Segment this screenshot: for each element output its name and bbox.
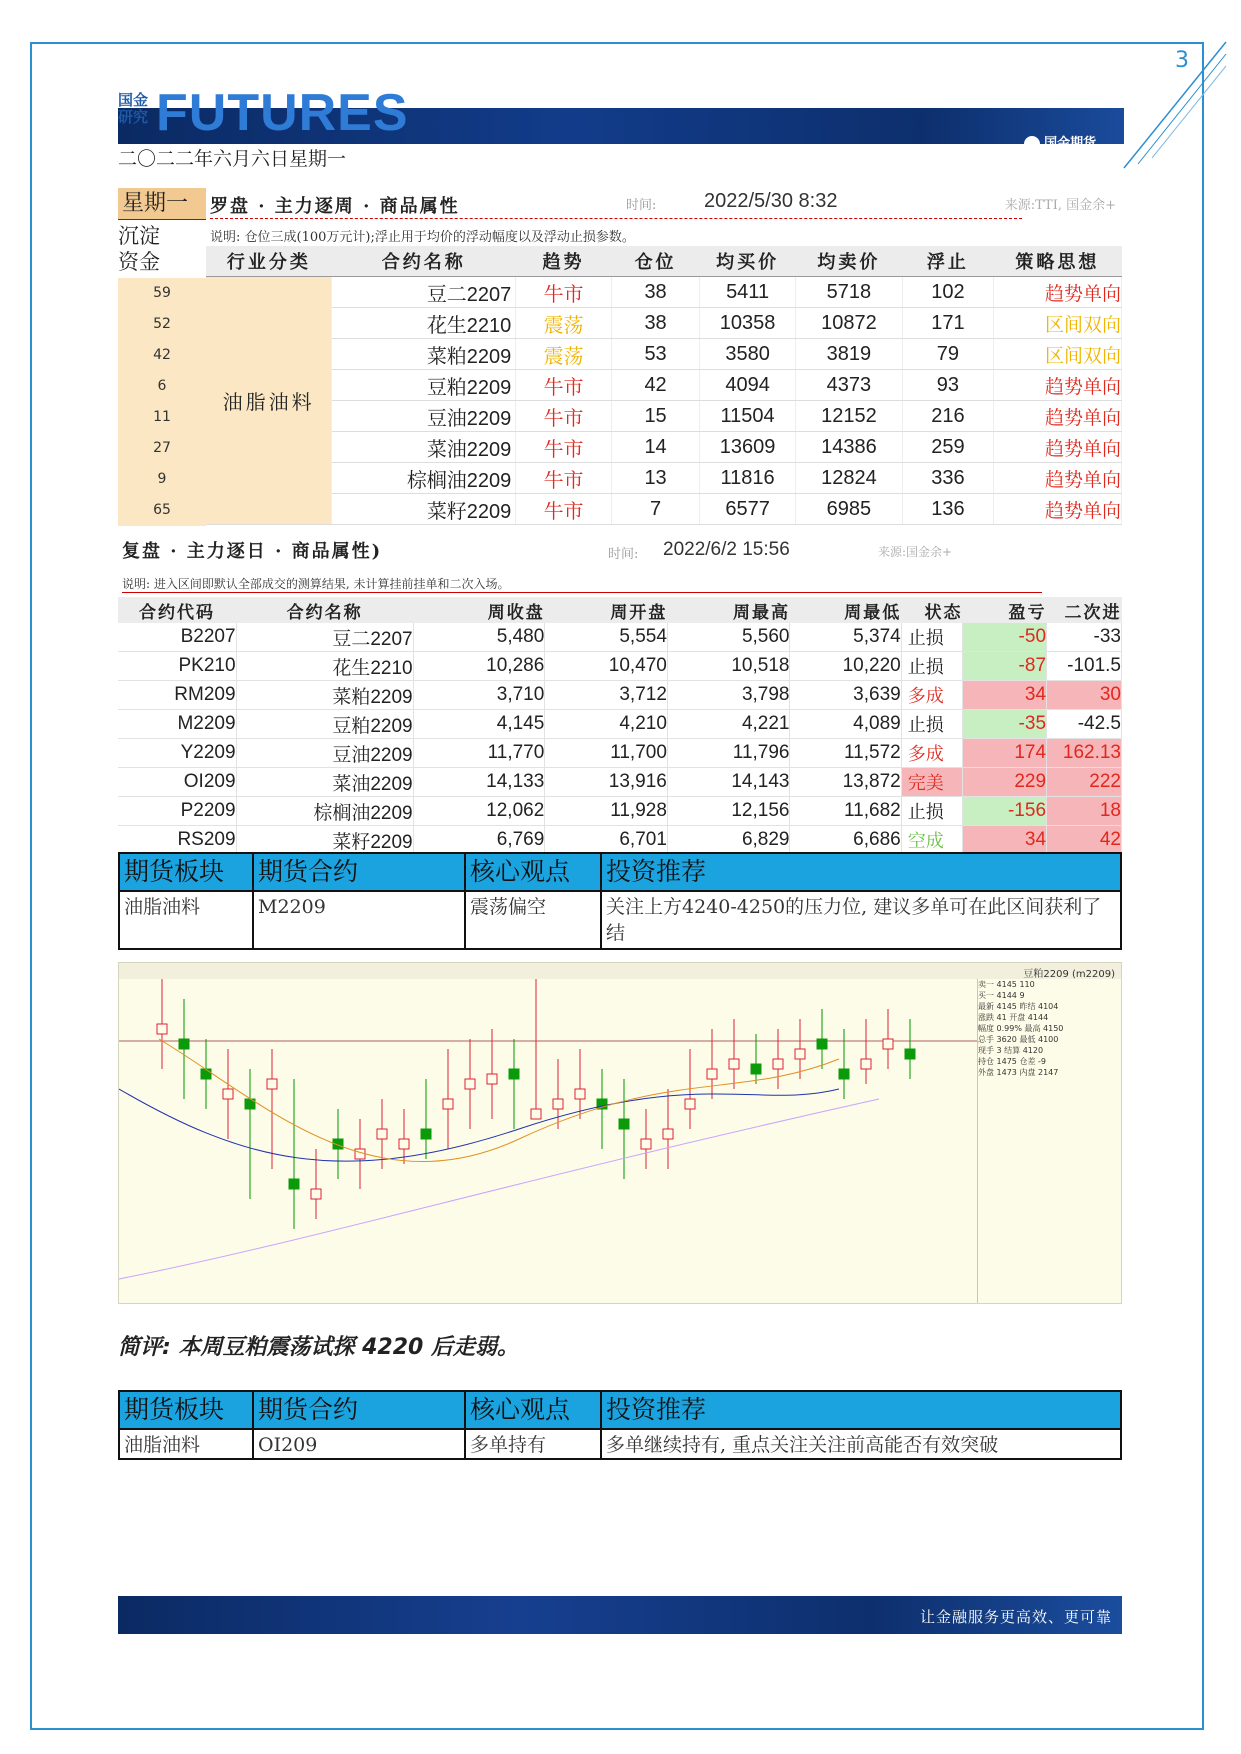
contract-name: 豆油2209 (332, 401, 516, 432)
trend: 震荡 (516, 339, 612, 370)
candle-body (883, 1039, 893, 1049)
strategy: 趋势单向 (993, 463, 1121, 494)
ma-line-mid (119, 1089, 839, 1161)
weekly-row (206, 339, 1122, 370)
quote-row: 总手 3620 最低 4100 (978, 1035, 1059, 1044)
daily-header-cell: 盈亏 (963, 597, 1047, 623)
daily-open: 11,928 (545, 797, 668, 826)
float-stop: 216 (902, 401, 993, 432)
avg-sell: 5718 (795, 277, 902, 308)
float-stop: 79 (902, 339, 993, 370)
contract-name: 菜油2209 (332, 432, 516, 463)
contract-name: 棕榈油2209 (332, 463, 516, 494)
position: 38 (611, 277, 700, 308)
daily-table (118, 597, 1122, 855)
weekly-source: 来源:TTI, 国金余+ (1004, 198, 1116, 213)
chart-toolbar (119, 963, 1122, 979)
daily-note: 说明: 进入区间即默认全部成交的测算结果, 未计算挂前挂单和二次入场。 (122, 575, 1042, 593)
daily-open: 13,916 (545, 768, 668, 797)
rec1-header-advice: 投资推荐 (606, 857, 707, 886)
avg-buy: 3580 (700, 339, 796, 370)
rec1-header-contract: 期货合约 (254, 854, 466, 890)
position: 15 (611, 401, 700, 432)
daily-code: Y2209 (118, 739, 236, 768)
float-stop: 336 (902, 463, 993, 494)
candle-body (289, 1179, 299, 1189)
rec2-advice: 多单继续持有, 重点关注关注前高能否有效突破 (606, 1434, 999, 1456)
candle-body (157, 1024, 167, 1034)
footer-slogan: 让金融服务更高效、更可靠 (919, 1608, 1112, 1626)
avg-buy: 4094 (700, 370, 796, 401)
candle-body (377, 1129, 387, 1139)
daily-status: 完美 (901, 768, 962, 797)
weekly-header-cell: 均卖价 (795, 246, 902, 277)
candle-body (795, 1049, 805, 1059)
quote-row: 幅度 0.99% 最高 4150 (978, 1024, 1064, 1033)
position: 7 (611, 494, 700, 525)
position: 14 (611, 432, 700, 463)
daily-code: B2207 (118, 623, 236, 652)
rec2-contract: OI209 (254, 1430, 466, 1458)
trend: 牛市 (516, 370, 612, 401)
daily-high: 6,829 (667, 826, 790, 855)
weekly-header-cell: 趋势 (516, 246, 612, 277)
chart-title: 豆粕2209 (m2209) (1023, 969, 1115, 980)
candle-body (201, 1069, 211, 1079)
daily-open: 3,712 (545, 681, 668, 710)
contract-name: 菜籽2209 (332, 494, 516, 525)
rec2-header-sector: 期货板块 (120, 1392, 254, 1428)
daily-status: 止损 (901, 710, 962, 739)
daily-status: 空成 (901, 826, 962, 855)
weekly-time: 2022/5/30 8:32 (704, 190, 838, 212)
candle-body (905, 1049, 915, 1059)
strategy: 趋势单向 (993, 277, 1121, 308)
weekly-header-cell: 仓位 (611, 246, 700, 277)
quote-row: 最新 4145 昨结 4104 (978, 1002, 1059, 1011)
daily-close: 5,480 (413, 623, 545, 652)
rank-value: 52 (118, 309, 206, 340)
daily-title: 复盘 · 主力逐日 · 商品属性) (122, 541, 383, 562)
daily-low: 3,639 (790, 681, 901, 710)
daily-header-cell: 二次进 (1047, 597, 1122, 623)
daily-low: 11,572 (790, 739, 901, 768)
candle-body (487, 1074, 497, 1084)
candle-body (355, 1149, 365, 1159)
weekly-title: 罗盘 · 主力逐周 · 商品属性 (210, 196, 460, 217)
avg-buy: 11504 (700, 401, 796, 432)
rec2-view: 多单持有 (466, 1430, 602, 1458)
daily-high: 4,221 (667, 710, 790, 739)
daily-high: 14,143 (667, 768, 790, 797)
daily-high: 3,798 (667, 681, 790, 710)
candle-body (729, 1059, 739, 1069)
quote-row: 持仓 1475 仓差 -9 (978, 1057, 1046, 1066)
rank-value: 27 (118, 433, 206, 464)
trend: 牛市 (516, 277, 612, 308)
candlestick-chart (118, 962, 1122, 1304)
daily-low: 4,089 (790, 710, 901, 739)
avg-buy: 6577 (700, 494, 796, 525)
daily-name: 豆二2207 (236, 623, 413, 652)
daily-open: 6,701 (545, 826, 668, 855)
candle-body (509, 1069, 519, 1079)
rec1-view: 震荡偏空 (466, 892, 602, 948)
contract-name: 花生2210 (332, 308, 516, 339)
daily-name: 菜粕2209 (236, 681, 413, 710)
daily-name: 豆粕2209 (236, 710, 413, 739)
weekly-header-cell: 均买价 (700, 246, 796, 277)
float-stop: 136 (902, 494, 993, 525)
avg-sell: 4373 (795, 370, 902, 401)
daily-header-cell: 合约代码 (118, 597, 236, 623)
rank-value: 65 (118, 495, 206, 526)
daily-second: -42.5 (1047, 710, 1122, 739)
candle-body (685, 1099, 695, 1109)
daily-header-cell: 合约名称 (236, 597, 413, 623)
position: 42 (611, 370, 700, 401)
strategy: 趋势单向 (993, 494, 1121, 525)
trend: 牛市 (516, 401, 612, 432)
candle-body (773, 1059, 783, 1069)
avg-sell: 12824 (795, 463, 902, 494)
weekly-time-label: 时间: (626, 198, 657, 213)
candle-body (443, 1099, 453, 1109)
weekly-header-cell: 行业分类 (206, 246, 332, 277)
strategy: 区间双向 (993, 308, 1121, 339)
daily-second: 18 (1047, 797, 1122, 826)
recommendation-box-1 (118, 852, 1122, 950)
avg-sell: 10872 (795, 308, 902, 339)
weekly-row (206, 401, 1122, 432)
daily-header-cell: 状态 (901, 597, 962, 623)
daily-open: 10,470 (545, 652, 668, 681)
daily-low: 11,682 (790, 797, 901, 826)
daily-row (118, 652, 1122, 681)
daily-name: 棕榈油2209 (236, 797, 413, 826)
weekly-header-cell: 策略思想 (993, 246, 1121, 277)
daily-pnl: -50 (963, 623, 1047, 652)
position: 13 (611, 463, 700, 494)
daily-time: 2022/6/2 15:56 (663, 539, 790, 560)
candle-body (465, 1079, 475, 1089)
daily-pnl: 229 (963, 768, 1047, 797)
weekly-table (206, 246, 1122, 525)
weekly-header-cell: 合约名称 (332, 246, 516, 277)
weekly-note: 说明: 仓位三成(100万元计);浮止用于均价的浮动幅度以及浮动止损参数。 (210, 230, 635, 245)
recommendation-box-2 (118, 1390, 1122, 1460)
weekly-row (206, 370, 1122, 401)
strategy: 区间双向 (993, 339, 1121, 370)
daily-pnl: 34 (963, 826, 1047, 855)
daily-row (118, 710, 1122, 739)
brand-futures-wordmark: FUTURES (156, 84, 409, 142)
daily-row (118, 826, 1122, 855)
weekly-table-section (118, 188, 1122, 526)
daily-code: RM209 (118, 681, 236, 710)
daily-high: 12,156 (667, 797, 790, 826)
daily-pnl: -35 (963, 710, 1047, 739)
company-logo: 国金期货 SINOLINK FUTURES (1024, 132, 1110, 159)
logo-mark-icon (1024, 136, 1040, 152)
candle-body (707, 1069, 717, 1079)
daily-second: 30 (1047, 681, 1122, 710)
daily-close: 4,145 (413, 710, 545, 739)
weekly-row (206, 432, 1122, 463)
daily-name: 豆油2209 (236, 739, 413, 768)
position: 38 (611, 308, 700, 339)
weekly-row (206, 463, 1122, 494)
daily-open: 5,554 (545, 623, 668, 652)
side-label-2: 资金 (118, 250, 160, 274)
daily-high: 11,796 (667, 739, 790, 768)
candle-body (267, 1079, 277, 1089)
rank-value: 11 (118, 402, 206, 433)
daily-code: P2209 (118, 797, 236, 826)
daily-close: 6,769 (413, 826, 545, 855)
report-date: 二〇二二年六月六日星期一 (118, 148, 347, 170)
trend: 牛市 (516, 463, 612, 494)
avg-buy: 10358 (700, 308, 796, 339)
daily-open: 11,700 (545, 739, 668, 768)
weekly-row (206, 277, 1122, 308)
strategy: 趋势单向 (993, 432, 1121, 463)
candle-body (839, 1069, 849, 1079)
weekly-row (206, 308, 1122, 339)
daily-code: RS209 (118, 826, 236, 855)
candle-body (817, 1039, 827, 1049)
candle-body (421, 1129, 431, 1139)
daily-header-cell: 周收盘 (413, 597, 545, 623)
ma-line-short (159, 1039, 839, 1162)
rec2-header-contract: 期货合约 (254, 1392, 466, 1428)
candle-body (311, 1189, 321, 1199)
daily-close: 10,286 (413, 652, 545, 681)
rec2-header-view: 核心观点 (466, 1392, 602, 1428)
daily-high: 5,560 (667, 623, 790, 652)
daily-close: 12,062 (413, 797, 545, 826)
avg-buy: 5411 (700, 277, 796, 308)
candle-body (663, 1129, 673, 1139)
rec2-header-advice: 投资推荐 (606, 1395, 707, 1424)
daily-row (118, 681, 1122, 710)
daily-pnl: 34 (963, 681, 1047, 710)
rank-value: 9 (118, 464, 206, 495)
daily-header-cell: 周最低 (790, 597, 901, 623)
daily-time-label: 时间: (608, 547, 639, 562)
daily-code: M2209 (118, 710, 236, 739)
daily-second: 162.13 (1047, 739, 1122, 768)
avg-buy: 13609 (700, 432, 796, 463)
quote-row: 卖一 4145 110 (978, 980, 1035, 989)
candle-body (553, 1099, 563, 1109)
daily-close: 3,710 (413, 681, 545, 710)
daily-status: 止损 (901, 623, 962, 652)
daily-code: PK210 (118, 652, 236, 681)
candle-body (751, 1064, 761, 1074)
float-stop: 102 (902, 277, 993, 308)
daily-code: OI209 (118, 768, 236, 797)
daily-pnl: 174 (963, 739, 1047, 768)
candle-body (861, 1059, 871, 1069)
daily-second: 42 (1047, 826, 1122, 855)
daily-pnl: -87 (963, 652, 1047, 681)
avg-sell: 6985 (795, 494, 902, 525)
avg-sell: 12152 (795, 401, 902, 432)
side-label-1: 沉淀 (118, 224, 160, 248)
float-stop: 259 (902, 432, 993, 463)
daily-source: 来源:国金余+ (878, 545, 953, 559)
daily-row (118, 768, 1122, 797)
rank-value: 59 (118, 278, 206, 309)
candle-body (223, 1089, 233, 1099)
daily-status: 止损 (901, 797, 962, 826)
rec1-header-sector: 期货板块 (120, 854, 254, 890)
daily-header-cell: 周开盘 (545, 597, 668, 623)
daily-name: 菜籽2209 (236, 826, 413, 855)
daily-low: 5,374 (790, 623, 901, 652)
trend: 牛市 (516, 494, 612, 525)
avg-buy: 11816 (700, 463, 796, 494)
candle-body (179, 1039, 189, 1049)
weekly-row (206, 494, 1122, 525)
weekly-comment: 简评: 本周豆粕震荡试探 4220 后走弱。 (118, 1335, 520, 1360)
quote-panel (977, 979, 1122, 1304)
rec1-header-view: 核心观点 (466, 854, 602, 890)
trend: 震荡 (516, 308, 612, 339)
contract-name: 豆二2207 (332, 277, 516, 308)
daily-row (118, 797, 1122, 826)
strategy: 趋势单向 (993, 370, 1121, 401)
rec1-advice: 关注上方4240-4250的压力位, 建议多单可在此区间获利了结 (606, 896, 1102, 944)
rank-value: 42 (118, 340, 206, 371)
daily-open: 4,210 (545, 710, 668, 739)
quote-row: 外盘 1473 内盘 2147 (978, 1068, 1059, 1077)
candle-body (575, 1089, 585, 1099)
day-label: 星期一 (118, 188, 206, 220)
daily-second: 222 (1047, 768, 1122, 797)
daily-name: 花生2210 (236, 652, 413, 681)
corner-decoration (1118, 40, 1228, 170)
category-cell: 油脂油料 (206, 277, 332, 525)
candle-body (399, 1139, 409, 1149)
rank-value: 6 (118, 371, 206, 402)
strategy: 趋势单向 (993, 401, 1121, 432)
rec1-contract: M2209 (254, 892, 466, 948)
contract-name: 菜粕2209 (332, 339, 516, 370)
daily-low: 13,872 (790, 768, 901, 797)
quote-row: 现手 3 结算 4120 (978, 1046, 1044, 1055)
daily-close: 11,770 (413, 739, 545, 768)
candle-body (531, 1109, 541, 1119)
weekly-header-cell: 浮止 (902, 246, 993, 277)
daily-status: 止损 (901, 652, 962, 681)
kline-plot (119, 979, 977, 1304)
avg-sell: 14386 (795, 432, 902, 463)
float-stop: 171 (902, 308, 993, 339)
avg-sell: 3819 (795, 339, 902, 370)
rec1-sector: 油脂油料 (120, 892, 254, 948)
daily-status: 多成 (901, 739, 962, 768)
candle-body (619, 1119, 629, 1129)
daily-second: -33 (1047, 623, 1122, 652)
footer-band (118, 1596, 1122, 1634)
daily-status: 多成 (901, 681, 962, 710)
brand-chinese: 国金 研究 (118, 91, 149, 126)
quote-row: 涨跌 41 开盘 4144 (978, 1013, 1049, 1022)
ma-line-long (119, 1099, 879, 1279)
daily-row (118, 739, 1122, 768)
daily-name: 菜油2209 (236, 768, 413, 797)
daily-low: 6,686 (790, 826, 901, 855)
contract-name: 豆粕2209 (332, 370, 516, 401)
daily-close: 14,133 (413, 768, 545, 797)
float-stop: 93 (902, 370, 993, 401)
daily-pnl: -156 (963, 797, 1047, 826)
daily-high: 10,518 (667, 652, 790, 681)
daily-second: -101.5 (1047, 652, 1122, 681)
rec2-sector: 油脂油料 (120, 1430, 254, 1458)
daily-row (118, 623, 1122, 652)
trend: 牛市 (516, 432, 612, 463)
daily-header-cell: 周最高 (667, 597, 790, 623)
quote-row: 买一 4144 9 (978, 991, 1025, 1000)
page-number: 3 (1175, 48, 1189, 73)
position: 53 (611, 339, 700, 370)
candle-body (641, 1139, 651, 1149)
daily-low: 10,220 (790, 652, 901, 681)
